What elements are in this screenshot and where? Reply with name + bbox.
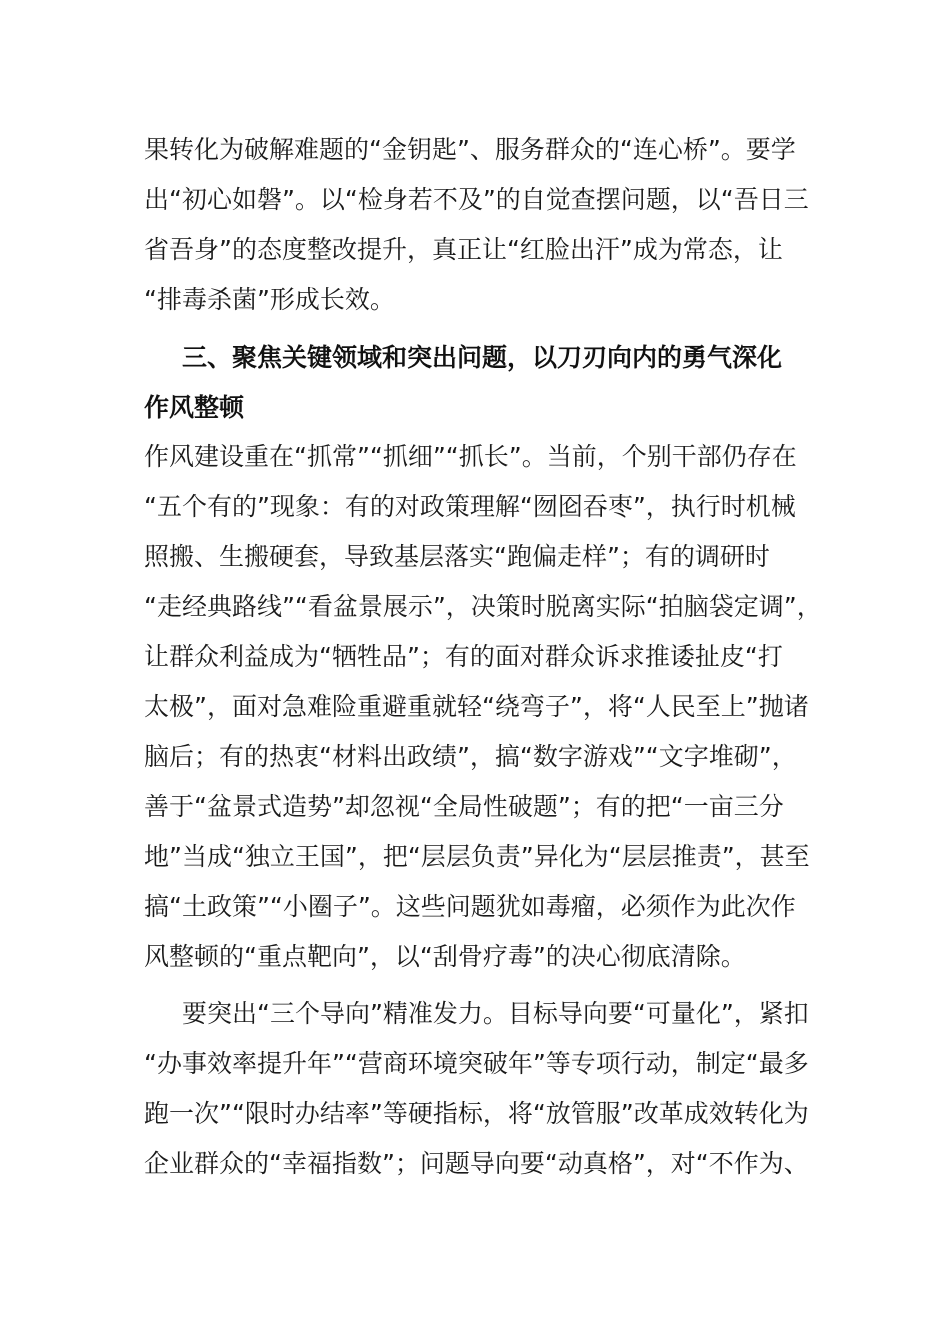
paragraph-1-line-2: 出“初心如磐”。以“检身若不及”的自觉查摆问题，以“吾日三 bbox=[144, 185, 809, 214]
paragraph-1-line-4: “排毒杀菌”形成长效。 bbox=[144, 285, 395, 314]
paragraph-2-line-2: “五个有的”现象：有的对政策理解“囫囵吞枣”，执行时机械 bbox=[144, 492, 796, 521]
paragraph-2-line-8: 善于“盆景式造势”却忽视“全局性破题”；有的把“一亩三分 bbox=[144, 792, 784, 821]
section-heading-line-1: 三、聚焦关键领域和突出问题，以刀刃向内的勇气深化 bbox=[182, 343, 783, 372]
paragraph-2-line-9: 地”当成“独立王国”，把“层层负责”异化为“层层推责”，甚至 bbox=[144, 842, 810, 871]
paragraph-1-line-1: 果转化为破解难题的“金钥匙”、服务群众的“连心桥”。要学 bbox=[144, 135, 796, 164]
paragraph-3-line-3: 跑一次”“限时办结率”等硬指标，将“放管服”改革成效转化为 bbox=[144, 1099, 809, 1128]
paragraph-2-line-6: 太极”，面对急难险重避重就轻“绕弯子”，将“人民至上”抛诸 bbox=[144, 692, 809, 721]
paragraph-2-line-4: “走经典路线”“看盆景展示”，决策时脱离实际“拍脑袋定调”， bbox=[144, 592, 822, 621]
paragraph-1-line-3: 省吾身”的态度整改提升，真正让“红脸出汗”成为常态，让 bbox=[144, 235, 783, 264]
paragraph-3-line-1: 要突出“三个导向”精准发力。目标导向要“可量化”，紧扣 bbox=[182, 999, 809, 1028]
paragraph-3-line-2: “办事效率提升年”“营商环境突破年”等专项行动，制定“最多 bbox=[144, 1049, 809, 1078]
paragraph-3-line-4: 企业群众的“幸福指数”；问题导向要“动真格”，对“不作为、 bbox=[144, 1149, 809, 1178]
paragraph-2-line-10: 搞“土政策”“小圈子”。这些问题犹如毒瘤，必须作为此次作 bbox=[144, 892, 796, 921]
paragraph-2-line-3: 照搬、生搬硬套，导致基层落实“跑偏走样”；有的调研时 bbox=[144, 542, 770, 571]
paragraph-2-line-1: 作风建设重在“抓常”“抓细”“抓长”。当前，个别干部仍存在 bbox=[144, 442, 797, 471]
paragraph-2-line-5: 让群众利益成为“牺牲品”；有的面对群众诉求推诿扯皮“打 bbox=[144, 642, 783, 671]
paragraph-2-line-7: 脑后；有的热衷“材料出政绩”，搞“数字游戏”“文字堆砌”， bbox=[144, 742, 797, 771]
paragraph-2-line-11: 风整顿的“重点靶向”，以“刮骨疗毒”的决心彻底清除。 bbox=[144, 942, 746, 971]
section-heading-line-2: 作风整顿 bbox=[144, 393, 245, 422]
